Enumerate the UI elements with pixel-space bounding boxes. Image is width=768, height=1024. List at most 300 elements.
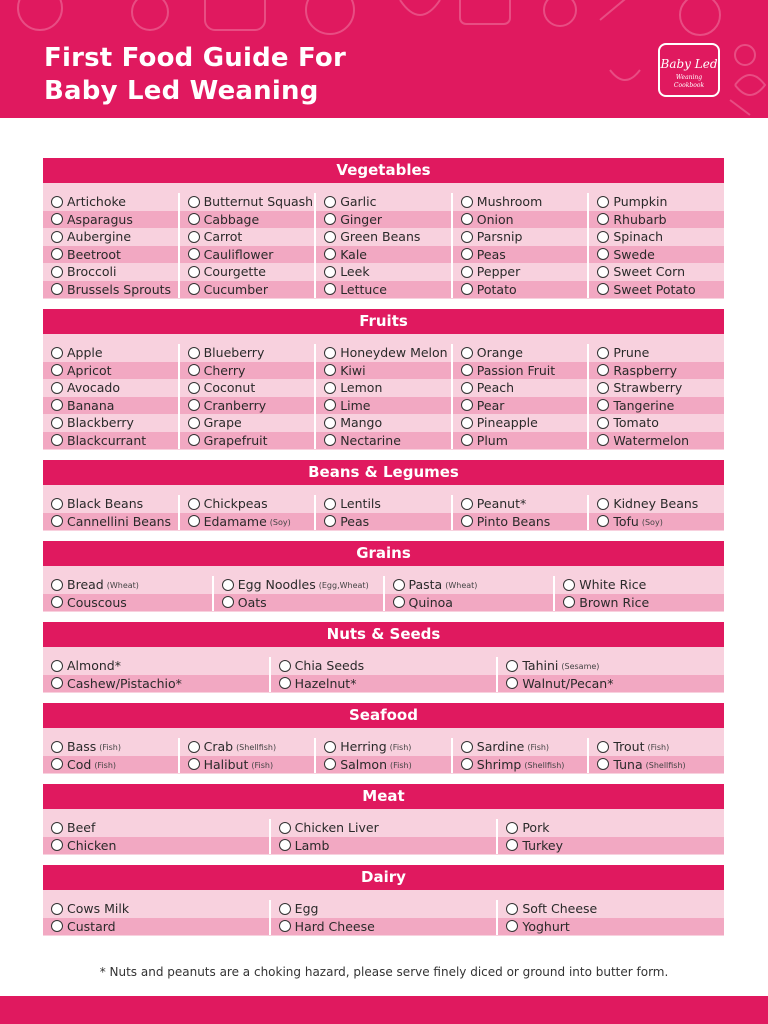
food-label: Cherry (203, 362, 246, 378)
checkbox-circle-icon[interactable] (188, 213, 200, 225)
table-row (43, 657, 724, 675)
table-row (43, 576, 724, 594)
section-beans-legumes (43, 460, 724, 531)
checkbox-circle-icon[interactable] (461, 266, 473, 278)
food-label: Aubergine (67, 229, 132, 245)
checkbox-circle-icon[interactable] (51, 266, 63, 278)
checkbox-circle-icon[interactable] (461, 515, 473, 527)
checkbox-circle-icon[interactable] (51, 758, 63, 770)
food-item[interactable] (43, 379, 178, 397)
food-item[interactable] (178, 344, 315, 362)
food-label: Prune (613, 345, 650, 361)
food-item[interactable] (496, 837, 724, 855)
food-label: Lime (340, 397, 371, 413)
checkbox-circle-icon[interactable] (597, 758, 609, 770)
checkbox-circle-icon[interactable] (188, 196, 200, 208)
food-item[interactable] (587, 397, 724, 415)
checkbox-circle-icon[interactable] (461, 399, 473, 411)
food-item[interactable] (178, 738, 315, 756)
food-item[interactable] (269, 918, 497, 936)
checkbox-circle-icon[interactable] (188, 515, 200, 527)
food-item[interactable] (451, 193, 588, 211)
food-item[interactable] (451, 738, 588, 756)
food-item[interactable] (43, 756, 178, 774)
food-item[interactable] (587, 362, 724, 380)
food-label: Couscous (67, 594, 127, 610)
section-fruits (43, 309, 724, 450)
checkbox-circle-icon[interactable] (324, 364, 336, 376)
food-item[interactable] (314, 756, 451, 774)
checkbox-circle-icon[interactable] (51, 399, 63, 411)
food-label: Sardine (476, 739, 525, 755)
food-item[interactable] (178, 246, 315, 264)
table-row (43, 918, 724, 936)
food-item[interactable] (43, 837, 269, 855)
food-item[interactable] (178, 756, 315, 774)
checkbox-circle-icon[interactable] (324, 382, 336, 394)
food-label: White Rice (579, 577, 647, 593)
food-label: Pasta (408, 577, 443, 593)
food-item[interactable] (269, 837, 497, 855)
checkbox-circle-icon[interactable] (51, 382, 63, 394)
checkbox-circle-icon[interactable] (51, 677, 63, 689)
food-item[interactable] (43, 819, 269, 837)
checkbox-circle-icon[interactable] (188, 231, 200, 243)
checkbox-circle-icon[interactable] (597, 399, 609, 411)
food-item[interactable] (314, 738, 451, 756)
checkbox-circle-icon[interactable] (188, 399, 200, 411)
food-item[interactable] (314, 281, 451, 299)
food-label: Tahini (522, 658, 559, 674)
checkbox-circle-icon[interactable] (597, 196, 609, 208)
checkbox-circle-icon[interactable] (51, 903, 63, 915)
checkbox-circle-icon[interactable] (188, 382, 200, 394)
food-item[interactable] (587, 756, 724, 774)
checkbox-circle-icon[interactable] (188, 248, 200, 260)
section-body (43, 728, 724, 774)
checkbox-circle-icon[interactable] (51, 196, 63, 208)
table-row (43, 594, 724, 612)
table-row (43, 379, 724, 397)
table-row (43, 344, 724, 362)
food-item[interactable] (43, 228, 178, 246)
food-item[interactable] (451, 379, 588, 397)
food-label: Sweet Potato (613, 281, 696, 297)
food-item[interactable] (43, 495, 178, 513)
food-item[interactable] (43, 657, 269, 675)
food-item[interactable] (43, 211, 178, 229)
food-label: Tomato (613, 415, 659, 431)
checkbox-circle-icon[interactable] (597, 498, 609, 510)
food-label: Carrot (203, 229, 243, 245)
food-item[interactable] (269, 675, 497, 693)
table-row (43, 414, 724, 432)
food-item[interactable] (178, 379, 315, 397)
food-item[interactable] (587, 432, 724, 450)
checkbox-circle-icon[interactable] (597, 266, 609, 278)
checkbox-circle-icon[interactable] (506, 660, 518, 672)
food-label: Avocado (67, 380, 120, 396)
food-item[interactable] (43, 397, 178, 415)
food-label: Quinoa (408, 594, 453, 610)
food-label: Blueberry (203, 345, 265, 361)
checkbox-circle-icon[interactable] (279, 839, 291, 851)
food-item[interactable] (178, 432, 315, 450)
food-item[interactable] (314, 246, 451, 264)
food-item[interactable] (178, 281, 315, 299)
food-item[interactable] (43, 263, 178, 281)
checkbox-circle-icon[interactable] (279, 822, 291, 834)
food-item[interactable] (212, 594, 383, 612)
food-item[interactable] (587, 193, 724, 211)
food-item[interactable] (269, 819, 497, 837)
food-item[interactable] (178, 397, 315, 415)
food-label: Cucumber (203, 281, 268, 297)
checkbox-circle-icon[interactable] (324, 417, 336, 429)
allergen-note: (Fish) (94, 760, 117, 770)
checkbox-circle-icon[interactable] (506, 822, 518, 834)
checkbox-circle-icon[interactable] (51, 515, 63, 527)
title-line-2: Baby Led Weaning (44, 76, 319, 106)
food-label: Lentils (340, 496, 381, 512)
food-item[interactable] (451, 495, 588, 513)
food-item[interactable] (314, 263, 451, 281)
food-item[interactable] (587, 414, 724, 432)
checkbox-circle-icon[interactable] (461, 347, 473, 359)
checkbox-circle-icon[interactable] (51, 231, 63, 243)
food-label: Hazelnut* (294, 675, 357, 691)
food-label: Walnut/Pecan* (522, 675, 614, 691)
checkbox-circle-icon[interactable] (188, 417, 200, 429)
food-item[interactable] (383, 576, 554, 594)
checkbox-circle-icon[interactable] (393, 579, 405, 591)
food-label: Bread (67, 577, 104, 593)
food-label: Bass (67, 739, 97, 755)
food-item[interactable] (496, 900, 724, 918)
food-item[interactable] (269, 900, 497, 918)
food-item[interactable] (451, 344, 588, 362)
food-label: Watermelon (613, 432, 690, 448)
allergen-note: (Wheat) (445, 581, 478, 591)
food-item[interactable] (587, 281, 724, 299)
food-label: Kiwi (340, 362, 366, 378)
checkbox-circle-icon[interactable] (324, 283, 336, 295)
table-row (43, 738, 724, 756)
table-row (43, 263, 724, 281)
allergen-note: (Sesame) (561, 662, 600, 672)
checkbox-circle-icon[interactable] (461, 741, 473, 753)
food-item[interactable] (451, 397, 588, 415)
checkbox-circle-icon[interactable] (597, 515, 609, 527)
checkbox-circle-icon[interactable] (324, 741, 336, 753)
food-item[interactable] (451, 246, 588, 264)
checkbox-circle-icon[interactable] (51, 417, 63, 429)
section-vegetables (43, 158, 724, 299)
food-label: Lemon (340, 380, 383, 396)
allergen-note: (Shellfish) (524, 760, 565, 770)
food-item[interactable] (43, 918, 269, 936)
checkbox-circle-icon[interactable] (461, 417, 473, 429)
food-item[interactable] (496, 657, 724, 675)
checkbox-circle-icon[interactable] (324, 434, 336, 446)
food-item[interactable] (178, 495, 315, 513)
table-row (43, 819, 724, 837)
food-label: Lamb (294, 837, 330, 853)
checkbox-circle-icon[interactable] (51, 248, 63, 260)
checkbox-circle-icon[interactable] (461, 498, 473, 510)
section-header: Meat (43, 784, 724, 809)
food-item[interactable] (451, 362, 588, 380)
food-label: Banana (67, 397, 115, 413)
section-header: Seafood (43, 703, 724, 728)
allergen-note: (Shellfish) (236, 743, 277, 753)
checkbox-circle-icon[interactable] (461, 758, 473, 770)
page-title (44, 42, 346, 108)
food-label: Apricot (67, 362, 112, 378)
checkbox-circle-icon[interactable] (279, 677, 291, 689)
checkbox-circle-icon[interactable] (324, 231, 336, 243)
checkbox-circle-icon[interactable] (324, 213, 336, 225)
food-label: Rhubarb (613, 211, 667, 227)
checkbox-circle-icon[interactable] (393, 596, 405, 608)
checkbox-circle-icon[interactable] (51, 920, 63, 932)
section-header: Fruits (43, 309, 724, 334)
food-item[interactable] (553, 576, 724, 594)
food-item[interactable] (451, 513, 588, 531)
checkbox-circle-icon[interactable] (324, 266, 336, 278)
food-item[interactable] (43, 432, 178, 450)
checkbox-circle-icon[interactable] (188, 283, 200, 295)
checkbox-circle-icon[interactable] (506, 903, 518, 915)
food-item[interactable] (178, 513, 315, 531)
food-label: Pumpkin (613, 194, 668, 210)
checkbox-circle-icon[interactable] (324, 399, 336, 411)
food-item[interactable] (314, 513, 451, 531)
checkbox-circle-icon[interactable] (461, 231, 473, 243)
checkbox-circle-icon[interactable] (51, 347, 63, 359)
food-item[interactable] (43, 738, 178, 756)
checkbox-circle-icon[interactable] (324, 347, 336, 359)
food-item[interactable] (314, 432, 451, 450)
checkbox-circle-icon[interactable] (188, 364, 200, 376)
checkbox-circle-icon[interactable] (51, 434, 63, 446)
checkbox-circle-icon[interactable] (461, 364, 473, 376)
allergen-note: (Egg,Wheat) (318, 581, 369, 591)
food-item[interactable] (43, 362, 178, 380)
food-checklist (43, 158, 724, 946)
checkbox-circle-icon[interactable] (324, 758, 336, 770)
food-label: Pinto Beans (476, 513, 551, 529)
food-item[interactable] (314, 362, 451, 380)
food-item[interactable] (212, 576, 383, 594)
section-grains (43, 541, 724, 612)
food-label: Plum (476, 432, 508, 448)
checkbox-circle-icon[interactable] (188, 434, 200, 446)
allergen-note: (Fish) (99, 743, 121, 753)
checkbox-circle-icon[interactable] (597, 231, 609, 243)
food-label: Parsnip (476, 229, 523, 245)
food-label: Peach (476, 380, 515, 396)
food-item[interactable] (383, 594, 554, 612)
checkbox-circle-icon[interactable] (222, 596, 234, 608)
food-item[interactable] (496, 675, 724, 693)
food-item[interactable] (43, 193, 178, 211)
food-label: Peas (476, 246, 506, 262)
food-item[interactable] (451, 211, 588, 229)
food-label: Mango (340, 415, 383, 431)
checkbox-circle-icon[interactable] (279, 920, 291, 932)
checkbox-circle-icon[interactable] (597, 213, 609, 225)
food-label: Trout (613, 739, 645, 755)
section-body (43, 566, 724, 612)
checkbox-circle-icon[interactable] (188, 498, 200, 510)
food-item[interactable] (314, 495, 451, 513)
checkbox-circle-icon[interactable] (597, 248, 609, 260)
food-label: Garlic (340, 194, 377, 210)
food-label: Salmon (340, 756, 388, 772)
food-item[interactable] (587, 246, 724, 264)
food-label: Cranberry (203, 397, 267, 413)
food-item[interactable] (451, 414, 588, 432)
food-item[interactable] (451, 756, 588, 774)
food-item[interactable] (178, 211, 315, 229)
checkbox-circle-icon[interactable] (461, 283, 473, 295)
checkbox-circle-icon[interactable] (324, 248, 336, 260)
food-item[interactable] (43, 576, 212, 594)
food-item[interactable] (314, 397, 451, 415)
checkbox-circle-icon[interactable] (506, 920, 518, 932)
food-item[interactable] (43, 513, 178, 531)
food-item[interactable] (43, 246, 178, 264)
checkbox-circle-icon[interactable] (461, 382, 473, 394)
checkbox-circle-icon[interactable] (597, 382, 609, 394)
food-item[interactable] (178, 414, 315, 432)
food-item[interactable] (314, 193, 451, 211)
food-item[interactable] (587, 495, 724, 513)
checkbox-circle-icon[interactable] (324, 515, 336, 527)
food-item[interactable] (178, 263, 315, 281)
food-label: Oats (237, 594, 267, 610)
food-item[interactable] (587, 228, 724, 246)
food-item[interactable] (314, 211, 451, 229)
checkbox-circle-icon[interactable] (324, 498, 336, 510)
checkbox-circle-icon[interactable] (461, 213, 473, 225)
checkbox-circle-icon[interactable] (324, 196, 336, 208)
food-item[interactable] (496, 819, 724, 837)
food-item[interactable] (43, 281, 178, 299)
food-item[interactable] (314, 379, 451, 397)
section-meat (43, 784, 724, 855)
checkbox-circle-icon[interactable] (51, 822, 63, 834)
food-item[interactable] (587, 211, 724, 229)
table-row (43, 900, 724, 918)
brand-logo (658, 43, 720, 97)
food-item[interactable] (451, 263, 588, 281)
food-item[interactable] (587, 344, 724, 362)
food-label: Egg Noodles (237, 577, 316, 593)
checkbox-circle-icon[interactable] (51, 364, 63, 376)
food-label: Kale (340, 246, 367, 262)
checkbox-circle-icon[interactable] (563, 579, 575, 591)
checkbox-circle-icon[interactable] (597, 434, 609, 446)
checkbox-circle-icon[interactable] (597, 347, 609, 359)
checkbox-circle-icon[interactable] (506, 839, 518, 851)
checkbox-circle-icon[interactable] (222, 579, 234, 591)
food-item[interactable] (314, 228, 451, 246)
food-item[interactable] (587, 379, 724, 397)
checkbox-circle-icon[interactable] (597, 741, 609, 753)
checkbox-circle-icon[interactable] (279, 903, 291, 915)
food-item[interactable] (587, 738, 724, 756)
food-item[interactable] (314, 344, 451, 362)
checkbox-circle-icon[interactable] (461, 196, 473, 208)
checkbox-circle-icon[interactable] (51, 213, 63, 225)
food-item[interactable] (587, 513, 724, 531)
checkbox-circle-icon[interactable] (51, 579, 63, 591)
food-item[interactable] (43, 675, 269, 693)
food-item[interactable] (43, 344, 178, 362)
food-label: Kidney Beans (613, 496, 699, 512)
food-item[interactable] (178, 228, 315, 246)
checkbox-circle-icon[interactable] (563, 596, 575, 608)
food-item[interactable] (43, 900, 269, 918)
food-item[interactable] (43, 594, 212, 612)
food-item[interactable] (451, 432, 588, 450)
section-body (43, 485, 724, 531)
food-label: Grapefruit (203, 432, 268, 448)
checkbox-circle-icon[interactable] (51, 741, 63, 753)
food-item[interactable] (587, 263, 724, 281)
food-label: Chicken Liver (294, 820, 379, 836)
checkbox-circle-icon[interactable] (51, 283, 63, 295)
checkbox-circle-icon[interactable] (279, 660, 291, 672)
table-row (43, 228, 724, 246)
food-label: Leek (340, 264, 370, 280)
checkbox-circle-icon[interactable] (188, 266, 200, 278)
food-label: Shrimp (476, 756, 522, 772)
food-item[interactable] (314, 414, 451, 432)
checkbox-circle-icon[interactable] (51, 839, 63, 851)
checkbox-circle-icon[interactable] (51, 660, 63, 672)
food-item[interactable] (496, 918, 724, 936)
checkbox-circle-icon[interactable] (461, 434, 473, 446)
food-item[interactable] (451, 281, 588, 299)
food-label: Courgette (203, 264, 266, 280)
food-item[interactable] (178, 362, 315, 380)
checkbox-circle-icon[interactable] (188, 741, 200, 753)
food-label: Mushroom (476, 194, 543, 210)
food-label: Almond* (67, 658, 121, 674)
checkbox-circle-icon[interactable] (597, 283, 609, 295)
checkbox-circle-icon[interactable] (597, 417, 609, 429)
checkbox-circle-icon[interactable] (506, 677, 518, 689)
food-label: Pork (522, 820, 550, 836)
checkbox-circle-icon[interactable] (461, 248, 473, 260)
food-item[interactable] (43, 414, 178, 432)
checkbox-circle-icon[interactable] (188, 758, 200, 770)
checkbox-circle-icon[interactable] (597, 364, 609, 376)
checkbox-circle-icon[interactable] (51, 498, 63, 510)
food-item[interactable] (178, 193, 315, 211)
checkbox-circle-icon[interactable] (188, 347, 200, 359)
food-label: Cod (67, 756, 92, 772)
food-item[interactable] (451, 228, 588, 246)
food-item[interactable] (269, 657, 497, 675)
checkbox-circle-icon[interactable] (51, 596, 63, 608)
food-item[interactable] (553, 594, 724, 612)
food-label: Herring (340, 739, 387, 755)
food-label: Cabbage (203, 211, 260, 227)
